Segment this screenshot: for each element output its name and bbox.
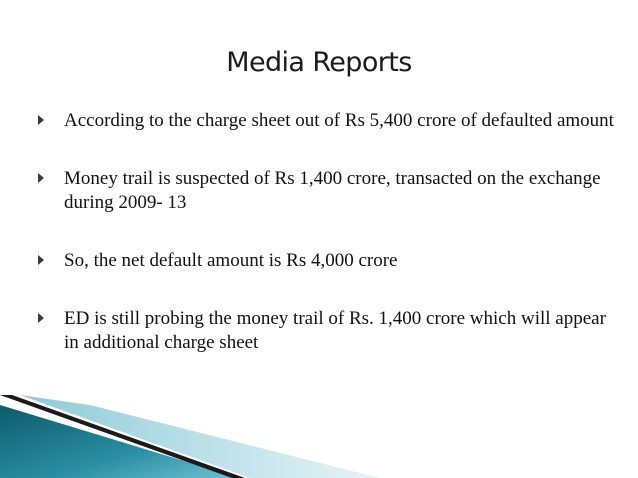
arrow-bullet-icon — [38, 173, 44, 183]
bullet-text: So, the net default amount is Rs 4,000 crore — [64, 250, 398, 271]
bullet-text: ED is still probing the money trail of Rs. 1,400 crore which will appear in additional charge sheet — [64, 308, 606, 353]
bullet-text: Money trail is suspected of Rs 1,400 crore, transacted on the exchange during 2009- 13 — [64, 168, 601, 213]
bullet-item — [38, 109, 618, 133]
bullet-item — [38, 249, 618, 273]
bullet-item — [38, 167, 618, 215]
arrow-bullet-icon — [38, 255, 44, 265]
bullet-text: According to the charge sheet out of Rs 5,400 crore of defaulted amount — [64, 110, 614, 131]
slide-title: Media Reports — [226, 47, 412, 78]
arrow-bullet-icon — [38, 313, 44, 323]
arrow-bullet-icon — [38, 115, 44, 125]
bullet-list — [38, 109, 618, 355]
bullet-item — [38, 307, 618, 355]
